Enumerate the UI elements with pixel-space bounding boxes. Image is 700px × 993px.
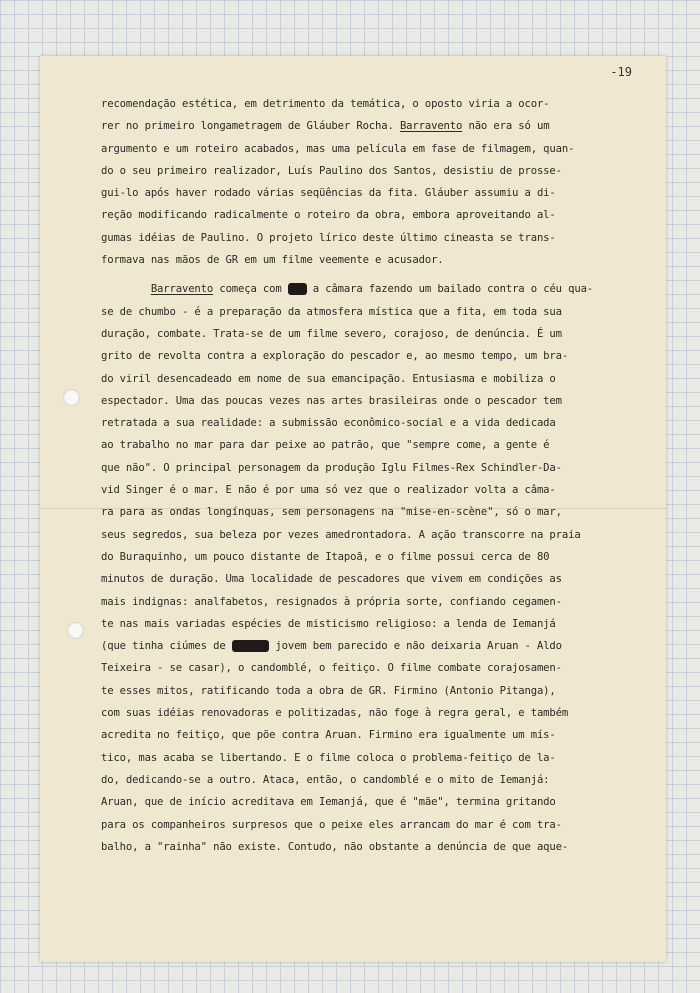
- punch-hole-lower: [67, 622, 84, 639]
- text-line: [101, 657, 666, 679]
- text-span: reção modificando radicalmente o roteiro da obra, embora aproveitando al-: [101, 209, 556, 222]
- text-span: seus segredos, sua beleza por vezes amedrontadora. A ação transcorre na praia: [101, 528, 581, 541]
- text-span: gumas idéias de Paulino. O projeto lírico deste último cineasta se trans-: [101, 231, 556, 244]
- text-span: acredita no feitiço, que põe contra Aruan. Firmino era igualmente um mís-: [101, 729, 556, 742]
- text-span: Aruan, que de início acreditava em Iemanjá, que é "mãe", termina gritando: [101, 796, 556, 809]
- text-span: gui-lo após haver rodado várias seqüências da fita. Gláuber assumiu a di-: [101, 187, 556, 200]
- text-line: [101, 635, 666, 657]
- text-span: tico, mas acaba se libertando. E o filme coloca o problema-feitiço de la-: [101, 751, 556, 764]
- text-line: [101, 769, 666, 791]
- text-line: [101, 791, 666, 813]
- text-line: [101, 680, 666, 702]
- text-line: [101, 724, 666, 746]
- text-span: recomendação estética, em detrimento da temática, o oposto viria a ocor-: [101, 98, 550, 110]
- text-span: do o seu primeiro realizador, Luís Paulino dos Santos, desistiu de prosse-: [101, 164, 562, 177]
- text-span: não era só um: [462, 120, 550, 133]
- text-line: [101, 227, 666, 249]
- text-span: jovem bem parecido e não deixaria Aruan - Aldo: [269, 640, 562, 653]
- text-span: começa com: [213, 283, 288, 296]
- text-line: [101, 301, 666, 323]
- text-span: vid Singer é o mar. E não é por uma só vez que o realizador volta a câma-: [101, 484, 556, 497]
- text-span: para os companheiros surpresos que o peixe eles arrancam do mar é com tra-: [101, 818, 562, 831]
- text-span: que não". O principal personagem da produção Iglu Filmes-Rex Schindler-Da-: [101, 461, 562, 474]
- text-line: [101, 323, 666, 345]
- underlined-title: Barravento: [399, 120, 463, 133]
- text-line: [101, 93, 666, 115]
- text-span: do Buraquinho, um pouco distante de Itapoã, e o filme possui cerca de 80: [101, 550, 550, 563]
- text-span: ao trabalho no mar para dar peixe ao patrão, que "sempre come, a gente é: [101, 439, 550, 452]
- struck-out-word: uma: [287, 283, 307, 296]
- text-line: [101, 368, 666, 390]
- paragraph-gap: [101, 271, 666, 278]
- text-line: [101, 524, 666, 546]
- text-span: [101, 283, 151, 295]
- text-span: grito de revolta contra a exploração do pescador e, ao mesmo tempo, um bra-: [101, 350, 569, 363]
- punch-hole-upper: [63, 389, 80, 406]
- text-span: argumento e um roteiro acabados, mas uma película em fase de filmagem, quan-: [101, 142, 575, 155]
- page-number: -19: [610, 65, 632, 79]
- text-span: mais indignas: analfabetos, resignados à própria sorte, confiando cegamen-: [101, 595, 562, 608]
- text-span: te esses mitos, ratificando toda a obra de GR. Firmino (Antonio Pitanga),: [101, 684, 556, 697]
- text-line: [101, 115, 666, 137]
- text-span: Teixeira - se casar), o candomblé, o feitiço. O filme combate corajosamen-: [101, 662, 562, 675]
- text-line: [101, 434, 666, 456]
- text-span: (que tinha ciúmes de: [101, 640, 232, 653]
- text-span: com suas idéias renovadoras e politizadas, não foge à regra geral, e também: [101, 707, 569, 720]
- text-line: [101, 412, 666, 434]
- text-line: [101, 836, 666, 858]
- text-span: te nas mais variadas espécies de misticismo religioso: a lenda de Iemanjá: [101, 617, 556, 630]
- text-line: [101, 345, 666, 367]
- struck-out-word: aquele: [231, 640, 270, 653]
- text-line: [101, 457, 666, 479]
- text-line: [101, 249, 666, 271]
- text-span: do, dedicando-se a outro. Ataca, então, o candomblé e o mito de Iemanjá:: [101, 773, 550, 786]
- text-line: [101, 138, 666, 160]
- text-span: minutos de duração. Uma localidade de pescadores que vivem em condições as: [101, 573, 562, 586]
- text-line: [101, 390, 666, 412]
- text-span: do viril desencadeado em nome de sua emancipação. Entusiasma e mobiliza o: [101, 372, 556, 385]
- text-line: [101, 568, 666, 590]
- text-line: [101, 702, 666, 724]
- text-line: [101, 479, 666, 501]
- text-line: [101, 501, 666, 523]
- text-line: [101, 278, 666, 300]
- text-line: [101, 613, 666, 635]
- text-span: a câmara fazendo um bailado contra o céu qua-: [306, 283, 594, 296]
- body-text: [101, 93, 666, 858]
- text-span: balho, a "rainha" não existe. Contudo, não obstante a denúncia de que aque-: [101, 840, 569, 853]
- text-line: [101, 591, 666, 613]
- text-span: se de chumbo - é a preparação da atmosfera mística que a fita, em toda sua: [101, 305, 562, 318]
- text-span: espectador. Uma das poucas vezes nas artes brasileiras onde o pescador tem: [101, 394, 562, 407]
- text-line: [101, 747, 666, 769]
- text-line: [101, 814, 666, 836]
- text-span: formava nas mãos de GR em um filme veemente e acusador.: [101, 254, 444, 267]
- text-span: retratada a sua realidade: a submissão econômico-social e a vida dedicada: [101, 417, 556, 430]
- text-span: ra para as ondas longínquas, sem personagens na "mise-en-scène", só o mar,: [101, 506, 562, 519]
- text-line: [101, 160, 666, 182]
- text-span: rer no primeiro longametragem de Gláuber Rocha.: [101, 120, 400, 133]
- text-span: duração, combate. Trata-se de um filme severo, corajoso, de denúncia. É um: [101, 327, 562, 340]
- text-line: [101, 204, 666, 226]
- text-line: [101, 546, 666, 568]
- underlined-title: Barravento: [150, 283, 214, 296]
- text-line: [101, 182, 666, 204]
